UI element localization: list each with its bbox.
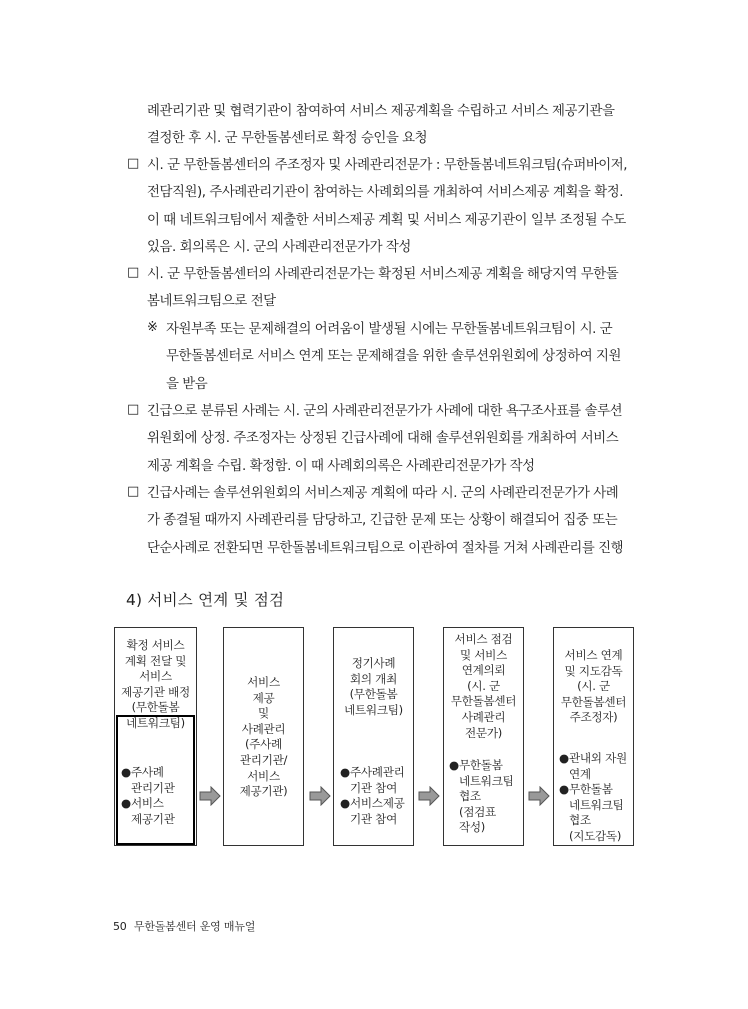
arrow-right-icon — [309, 786, 331, 806]
flow-step-3 — [333, 627, 414, 846]
bullet-line: 관내외 자원 — [569, 751, 627, 765]
paragraph-5 — [147, 480, 623, 562]
square-bullet: □ — [127, 402, 140, 417]
paragraph-3 — [147, 261, 618, 316]
flow-step-line: 정기사례 — [351, 656, 396, 670]
paragraph-note — [166, 316, 621, 398]
text-line: 례관리기관 및 협력기관이 참여하여 서비스 제공계획을 수립하고 서비스 제공기관을 — [147, 104, 615, 119]
bullet-line: 제공기관 — [131, 811, 175, 826]
flow-step-line: (무한돌봄 — [131, 700, 180, 715]
bullet-line: (점검표 — [459, 804, 496, 819]
page-number: 50 — [113, 920, 127, 933]
reference-mark: ※ — [147, 320, 158, 335]
text-line: 전담직원), 주사례관리기관이 참여하는 사례회의를 개최하여 서비스제공 계획을 확정. — [147, 185, 624, 201]
text-line: 긴급으로 분류된 사례는 시. 군의 사례관리전문가가 사례에 대한 욕구조사표를 솔루션 — [147, 404, 623, 419]
flow-step-bullets — [121, 765, 175, 827]
flow-step-1 — [114, 627, 197, 846]
bullet-line: 서비스제공 — [350, 796, 405, 811]
text-line: 을 받음 — [166, 376, 208, 392]
flow-step-line: 주조정자) — [569, 710, 618, 725]
paragraph-2 — [147, 152, 627, 261]
flow-step-line: 네트워크팀) — [126, 715, 185, 730]
bullet-line: 협조 — [569, 813, 591, 828]
text-line: 있음. 회의록은 시. 군의 사례관리전문가가 작성 — [147, 239, 411, 255]
arrow-right-icon — [418, 786, 440, 806]
bullet-line: (지도감독) — [569, 828, 622, 843]
flow-step-line: 무한돌봄센터 — [560, 694, 627, 709]
text-line: 이 때 네트워크팀에서 제출한 서비스제공 계획 및 서비스 제공기관이 일부 조정될 수도 — [147, 212, 626, 228]
text-line: 자원부족 또는 문제해결의 어려움이 발생될 시에는 무한돌봄네트워크팀이 시. 군 — [166, 322, 613, 337]
flow-step-line: (주사례 — [245, 737, 282, 752]
bullet-line: 서비스 — [131, 796, 164, 811]
square-bullet: □ — [127, 484, 140, 499]
bullet-item — [449, 758, 514, 836]
flow-step-line: (무한돌봄 — [349, 687, 398, 702]
bullet-line: 작성) — [459, 820, 486, 835]
flow-step-line: 관리기관/ — [239, 752, 288, 767]
flow-step-line: 제공기관 배정 — [121, 684, 190, 699]
flow-step-line: 서비스 연계 — [564, 648, 623, 662]
text-line: 제공 계획을 수립. 확정함. 이 때 사례회의록은 사례관리전문가가 작성 — [147, 458, 535, 474]
flow-step-line: 회의 개최 — [350, 671, 397, 686]
flow-step-line: 무한돌봄센터 — [450, 694, 517, 709]
bullet-line: 주사례관리 — [350, 765, 405, 779]
flow-step-4 — [443, 627, 524, 846]
bullet-item — [559, 751, 627, 782]
bullet-dot-icon: ● — [340, 796, 350, 811]
bullet-dot-icon: ● — [121, 796, 131, 811]
flow-step-line: 사례관리 — [461, 709, 506, 724]
flow-step-bullets — [559, 751, 627, 845]
flow-step-title — [444, 632, 523, 741]
bullet-line: 주사례 — [131, 765, 164, 779]
text-line: 가 종결될 때까지 사례관리를 담당하고, 긴급한 문제 또는 상황이 해결되어 집중 또는 — [147, 513, 618, 529]
text-line: 시. 군 무한돌봄센터의 사례관리전문가는 확정된 서비스제공 계획을 해당지역 무한돌 — [147, 267, 619, 282]
text-line: 시. 군 무한돌봄센터의 주조정자 및 사례관리전문가 : 무한돌봄네트워크팀(슈퍼바이저, — [147, 158, 628, 173]
flow-step-line: 확정 서비스 — [126, 638, 185, 652]
bullet-item — [121, 796, 175, 827]
text-line: 무한돌봄센터로 서비스 연계 또는 문제해결을 위한 솔루션위원회에 상정하여 지원 — [166, 349, 621, 365]
flow-step-line: 제공 — [252, 690, 275, 705]
bullet-dot-icon: ● — [121, 765, 131, 779]
bullet-item — [121, 765, 175, 796]
flow-step-line: 및 서비스 — [460, 647, 507, 662]
flow-step-line: 및 지도감독 — [564, 663, 623, 678]
flow-step-line: 서비스 점검 — [454, 632, 513, 646]
flow-step-title — [554, 648, 633, 726]
text-line: 결정한 후 시. 군 무한돌봄센터로 확정 승인을 요청 — [147, 131, 428, 147]
paragraph-1 — [147, 98, 614, 153]
manual-title: 무한돌봄센터 운영 매뉴얼 — [133, 920, 256, 933]
bullet-item — [559, 782, 627, 844]
flow-step-line: (시. 군 — [467, 678, 500, 693]
bullet-line: 연계 — [569, 766, 591, 781]
bullet-item — [340, 796, 405, 827]
flow-step-line: 네트워크팀) — [344, 702, 403, 717]
flow-step-bullets — [340, 765, 405, 827]
flow-step-5 — [553, 627, 634, 846]
bullet-line: 협조 — [459, 789, 481, 804]
bullet-dot-icon: ● — [559, 751, 569, 765]
flow-step-title — [334, 656, 413, 718]
flow-step-bullets — [449, 758, 514, 836]
text-line: 봄네트워크팀으로 전달 — [147, 294, 276, 310]
text-line: 긴급사례는 솔루션위원회의 서비스제공 계획에 따라 시. 군의 사례관리전문가가 사례 — [147, 486, 619, 501]
text-line: 위원회에 상정. 주조정자는 상정된 긴급사례에 대해 솔루션위원회를 개최하여 서비스 — [147, 431, 619, 447]
paragraph-4 — [147, 398, 622, 480]
text-line: 단순사례로 전환되면 무한돌봄네트워크팀으로 이관하여 절차를 거쳐 사례관리를 진행 — [147, 540, 624, 556]
flow-step-line: 서비스 — [139, 669, 172, 684]
flow-step-line: 연계의뢰 — [461, 663, 506, 678]
bullet-line: 네트워크팀 — [459, 773, 514, 788]
bullet-dot-icon: ● — [559, 782, 569, 797]
flow-step-line: 서비스 — [247, 675, 280, 689]
flow-step-title — [224, 675, 303, 800]
bullet-line: 기관 참여 — [350, 811, 397, 826]
bullet-line: 무한돌봄 — [569, 782, 613, 797]
square-bullet: □ — [127, 265, 140, 280]
square-bullet: □ — [127, 156, 140, 171]
page-footer — [113, 918, 255, 934]
flow-step-line: (시. 군 — [577, 679, 610, 694]
arrow-right-icon — [199, 786, 221, 806]
bullet-item — [340, 765, 405, 796]
flow-step-line: 전문가) — [465, 725, 502, 740]
bullet-line: 관리기관 — [131, 780, 175, 795]
flow-step-line: 및 — [258, 706, 269, 721]
bullet-line: 네트워크팀 — [569, 797, 624, 812]
flow-step-2 — [223, 627, 304, 846]
bullet-dot-icon: ● — [340, 765, 350, 779]
bullet-line: 무한돌봄 — [459, 758, 503, 772]
flow-step-line: 제공기관) — [239, 784, 288, 799]
flow-step-line: 서비스 — [247, 768, 280, 783]
bullet-line: 기관 참여 — [350, 780, 397, 795]
flow-step-line: 계획 전달 및 — [124, 653, 187, 668]
arrow-right-icon — [528, 786, 550, 806]
bullet-dot-icon: ● — [449, 758, 459, 772]
flow-step-line: 사례관리 — [241, 721, 286, 736]
section-title: 4) 서비스 연계 및 점검 — [126, 591, 285, 609]
